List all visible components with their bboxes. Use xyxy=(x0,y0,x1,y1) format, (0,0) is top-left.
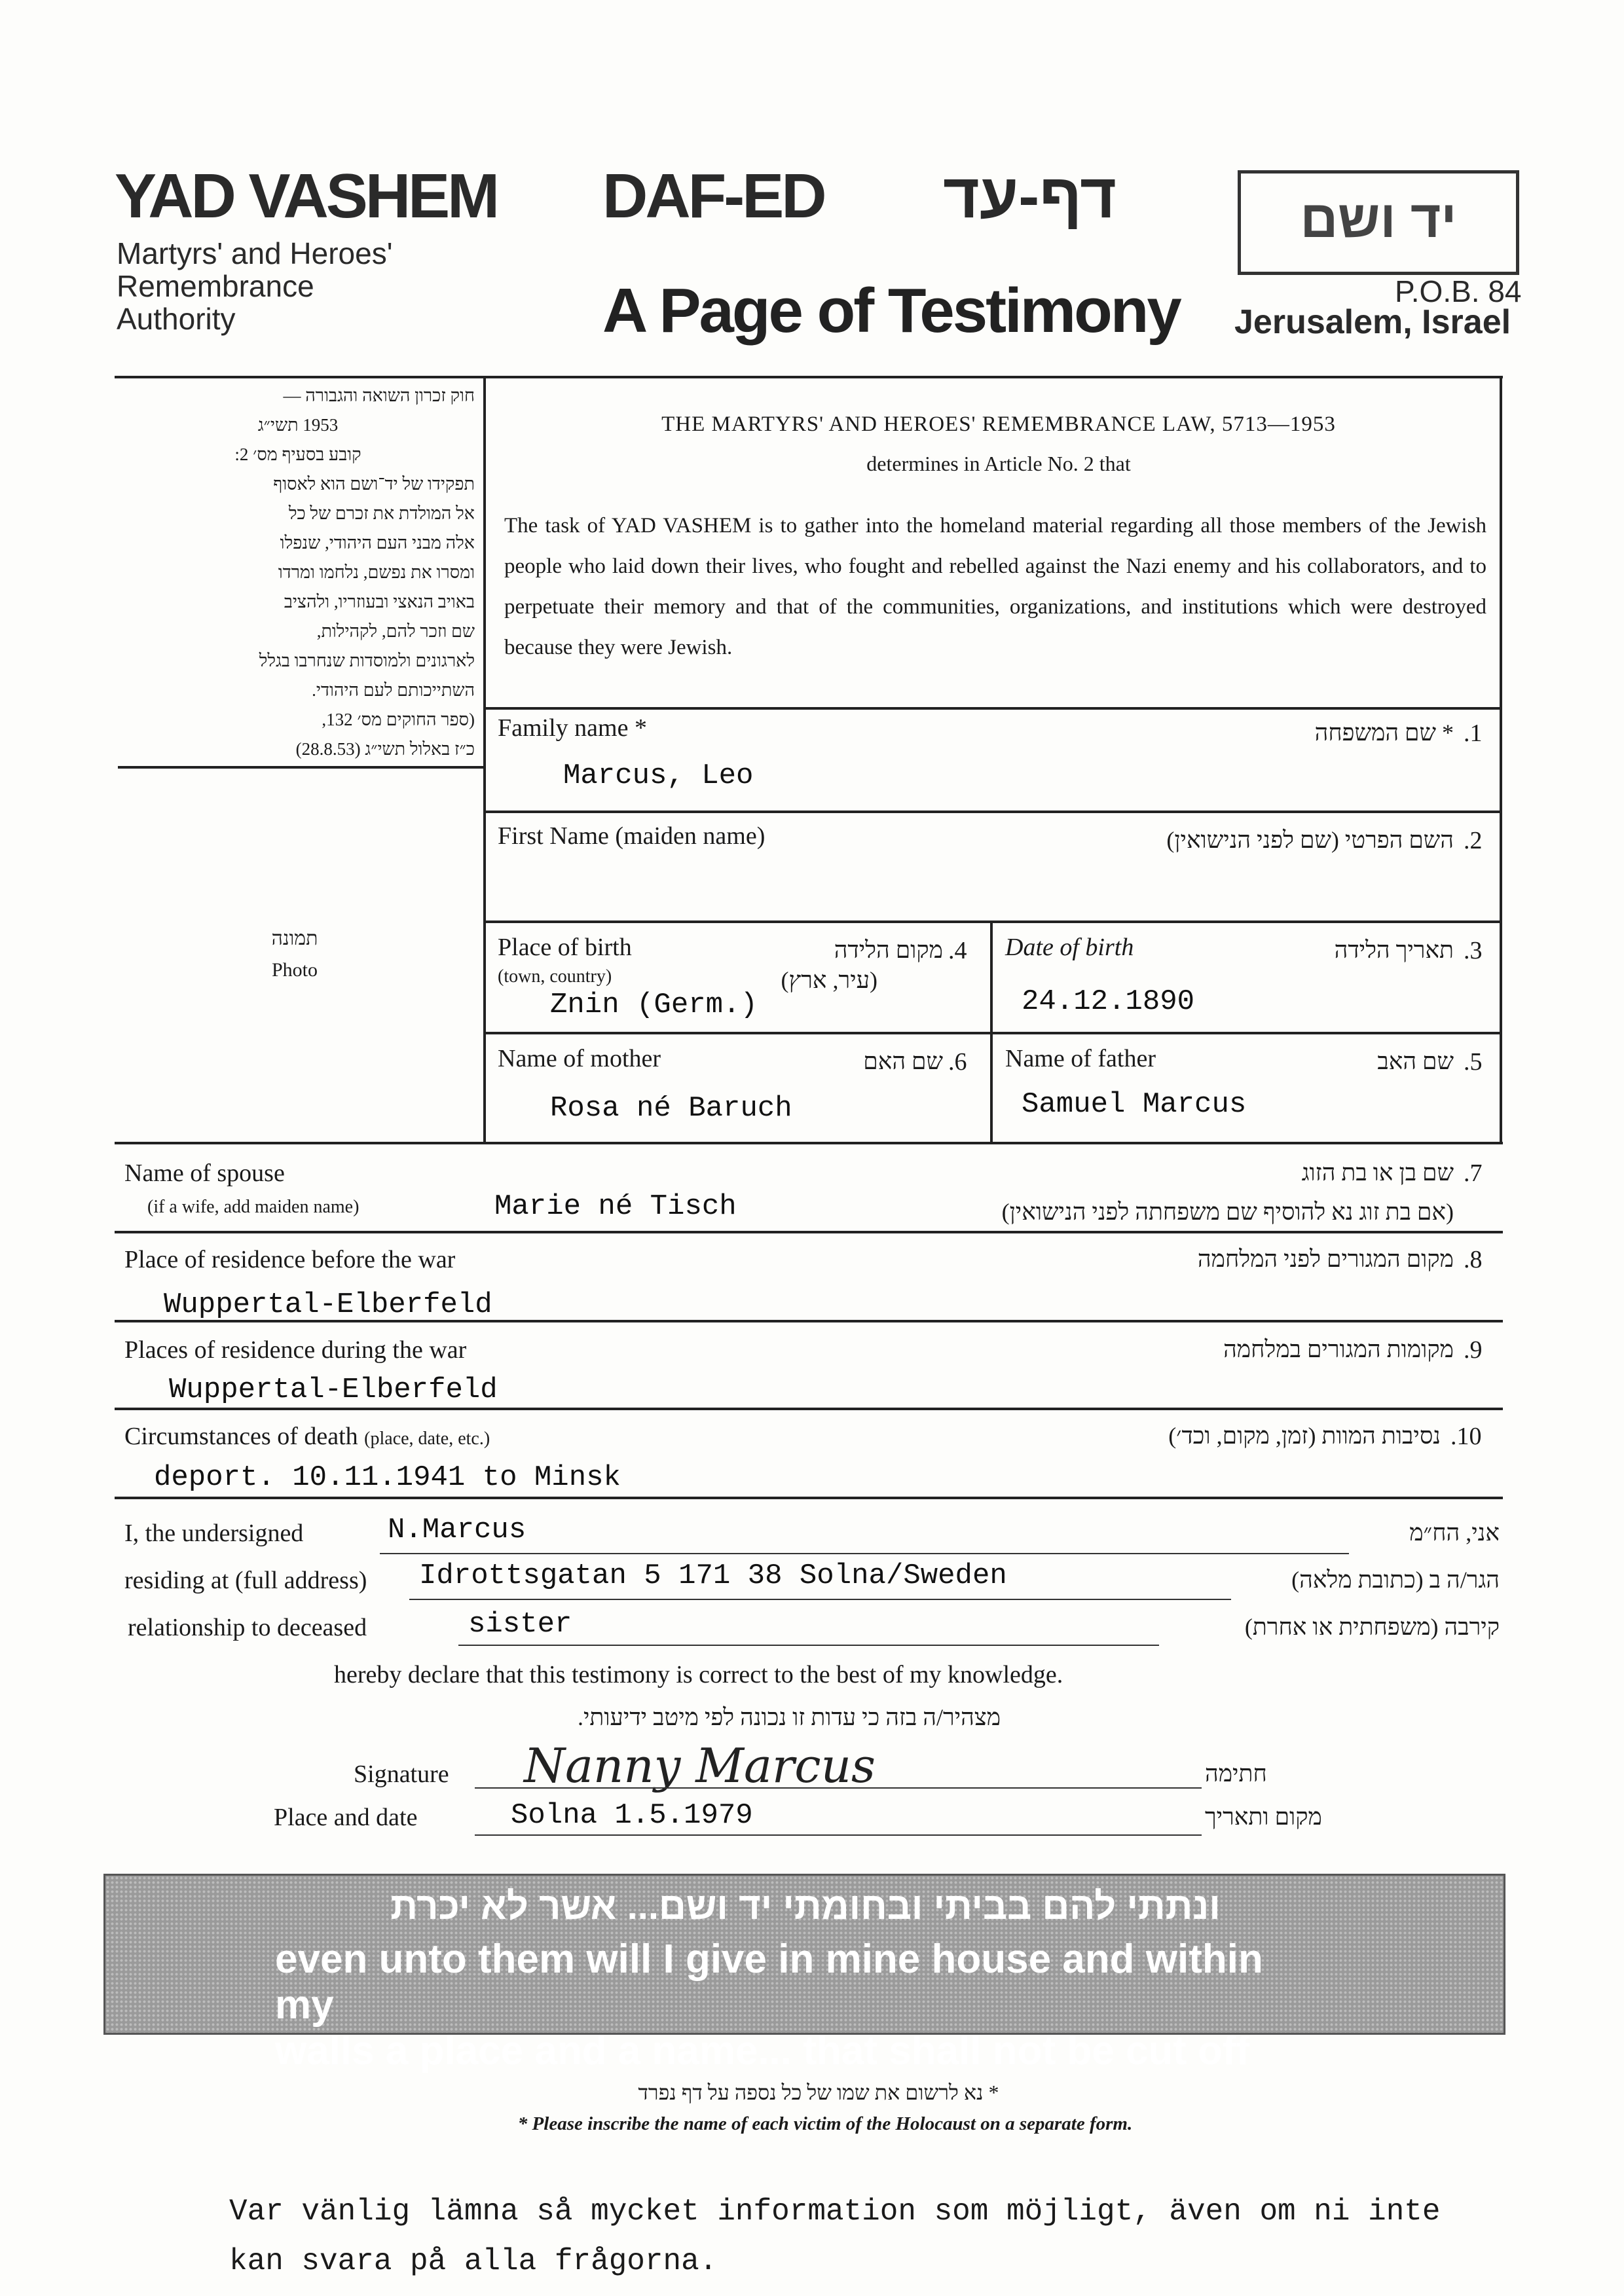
relationship-value[interactable]: sister xyxy=(468,1608,572,1641)
spouse-sub-he: (אם בת זוג נא להוסיף שם משפחתה לפני הנישואין) xyxy=(1001,1199,1454,1225)
family-name-label: Family name * xyxy=(498,714,647,742)
signature-label: Signature xyxy=(354,1760,449,1788)
spouse-label-he: שם בן או בת הזוג xyxy=(1301,1159,1454,1186)
frame-top-line xyxy=(115,376,1503,378)
residence-during-value[interactable]: Wuppertal-Elberfeld xyxy=(169,1374,498,1406)
field-number: .6 xyxy=(948,1048,967,1076)
death-circumstances-sub: (place, date, etc.) xyxy=(364,1429,490,1449)
field-number: .1 xyxy=(1464,720,1483,747)
declaration-statement: hereby declare that this testimony is correct to the best of my knowledge. xyxy=(334,1661,1063,1688)
frame-inner-left xyxy=(483,376,486,1142)
underline xyxy=(475,1834,1202,1836)
law-subtitle: determines in Article No. 2 that xyxy=(866,452,1131,475)
residence-during-label: Places of residence during the war xyxy=(124,1336,467,1364)
field-number: .7 xyxy=(1464,1159,1483,1187)
family-name-value[interactable]: Marcus, Leo xyxy=(563,759,754,792)
field-number: .9 xyxy=(1464,1336,1483,1364)
residence-during-label-he: מקומות המגורים במלחמה xyxy=(1223,1336,1454,1362)
law-he-line: באויב הנאצי ובעוזריו, ולהציב xyxy=(284,592,475,611)
law-he-line: כ״ז באלול תשי״ג (28.8.53) xyxy=(295,739,475,759)
org-name: YAD VASHEM xyxy=(115,161,498,231)
underline xyxy=(409,1599,1231,1600)
mother-name-value[interactable]: Rosa né Baruch xyxy=(550,1092,792,1125)
swedish-note-line-1: Var vänlig lämna så mycket information som möjligt, även om ni inte xyxy=(229,2195,1441,2229)
spouse-value[interactable]: Marie né Tisch xyxy=(494,1190,737,1223)
place-of-birth-value[interactable]: Znin (Germ.) xyxy=(550,989,758,1021)
photo-label-en: Photo xyxy=(271,959,318,981)
logo-text: יד ושם xyxy=(1300,190,1457,248)
law-he-line: ומסרו את נפשם, נלחמו ומרדו xyxy=(278,562,475,582)
col-divider xyxy=(990,920,993,1142)
spouse-sub: (if a wife, add maiden name) xyxy=(147,1197,360,1217)
signature-value[interactable]: Nanny Marcus xyxy=(524,1738,876,1793)
law-he-line: 1953 תשי״ג xyxy=(257,415,339,435)
frame-right xyxy=(1500,376,1502,1142)
signature-label-he: חתימה xyxy=(1205,1760,1267,1787)
residing-label-he: הגר/ה ב (כתובת מלאה) xyxy=(1291,1567,1500,1593)
row-line xyxy=(483,1032,1502,1034)
footnote-hebrew: * נא לרשום את שמו של כל נספה על דף נפרד xyxy=(638,2081,999,2104)
po-box: P.O.B. 84 xyxy=(1395,274,1522,308)
relationship-label: relationship to deceased xyxy=(128,1614,367,1641)
father-name-label-he: שם האב xyxy=(1377,1048,1454,1074)
row-line xyxy=(115,1231,1503,1233)
mother-name-label: Name of mother xyxy=(498,1045,661,1072)
row-line xyxy=(115,1142,1503,1144)
org-subtitle-line: Authority xyxy=(117,302,236,336)
place-of-birth-label-he: מקום הלידה xyxy=(834,937,943,963)
law-bottom-line xyxy=(483,707,1502,710)
place-date-label-he: מקום ותאריך xyxy=(1205,1804,1322,1830)
field-number: .3 xyxy=(1464,937,1483,964)
quote-hebrew: ונתתי להם בביתי ובחומתי יד ושם... אשר לא יכרת xyxy=(390,1885,1221,1927)
field-number: .10 xyxy=(1450,1423,1482,1450)
law-he-line: קובע בסעיף מס׳ 2: xyxy=(234,445,361,464)
form-name-he: דף-עד xyxy=(943,161,1116,231)
law-he-line: לארגונים ולמוסדות שנחרבו בגלל xyxy=(259,651,475,670)
law-he-line: שם וזכר להם, לקהילות, xyxy=(316,621,475,641)
law-he-line: תפקידו של יד־ושם הוא לאסוף xyxy=(273,474,475,494)
city: Jerusalem, Israel xyxy=(1234,303,1511,341)
row-line xyxy=(115,1408,1503,1410)
law-body: The task of YAD VASHEM is to gather into the homeland material regarding all those members of the Jewish people who laid down their lives, who fought and rebelled against the Nazi enemy and his collaborators, and to perpetuate their memory and that of the communities, organizations, and institutions which were destroyed because they were Jewish. xyxy=(504,514,1486,659)
law-title: THE MARTYRS' AND HEROES' REMEMBRANCE LAW, 5713—1953 xyxy=(661,412,1336,436)
place-of-birth-sub: (town, country) xyxy=(498,966,612,987)
first-name-label-he: השם הפרטי (שם לפני הנישואין) xyxy=(1166,827,1454,853)
field-number: .2 xyxy=(1464,827,1483,854)
father-name-label: Name of father xyxy=(1005,1045,1156,1072)
org-subtitle xyxy=(117,237,392,335)
residence-before-label-he: מקום המגורים לפני המלחמה xyxy=(1197,1246,1454,1272)
photo-label-he: תמונה xyxy=(271,928,318,949)
quote-english xyxy=(275,1937,1323,2074)
death-circumstances-label-he: נסיבות המוות (זמן, מקום, וכד׳) xyxy=(1168,1423,1441,1449)
place-of-birth-label: Place of birth xyxy=(498,934,632,961)
page-title: A Page of Testimony xyxy=(602,276,1180,346)
family-name-label-he: * שם המשפחה xyxy=(1314,720,1454,746)
date-of-birth-label-he: תאריך הלידה xyxy=(1334,937,1454,963)
place-of-birth-sub-he: (עיר, ארץ) xyxy=(781,967,877,993)
undersigned-label: I, the undersigned xyxy=(124,1520,304,1547)
field-number: .5 xyxy=(1464,1048,1483,1076)
law-he-line: חוק זכרון השואה והגבורה — xyxy=(283,386,475,405)
underline xyxy=(475,1787,1202,1789)
law-he-line: אלה מבני העם היהודי, שנפלו xyxy=(280,533,475,553)
death-circumstances-text: Circumstances of death xyxy=(124,1423,358,1450)
death-circumstances-value[interactable]: deport. 10.11.1941 to Minsk xyxy=(154,1461,621,1494)
underline xyxy=(458,1645,1159,1646)
quote-line: walls a place and a name... that shall not be cut off xyxy=(275,2028,1250,2073)
mother-name-label-he: שם האם xyxy=(863,1048,943,1074)
law-he-bottom-line xyxy=(118,766,485,769)
undersigned-label-he: אני, הח״מ xyxy=(1409,1520,1500,1546)
org-subtitle-line: Martyrs' and Heroes' xyxy=(117,236,393,270)
law-he-line: (ספר החוקים מס׳ 132, xyxy=(322,710,475,729)
row-line xyxy=(115,1497,1503,1499)
first-name-label: First Name (maiden name) xyxy=(498,822,766,850)
residence-before-value[interactable]: Wuppertal-Elberfeld xyxy=(164,1288,492,1321)
law-he-line: השתייכותם לעם היהודי. xyxy=(312,680,475,700)
declaration-statement-he: מצהיר/ה בזה כי עדות זו נכונה לפי מיטב ידיעותי. xyxy=(577,1704,1001,1730)
place-date-label: Place and date xyxy=(274,1804,418,1831)
place-date-value[interactable]: Solna 1.5.1979 xyxy=(511,1799,753,1832)
row-line xyxy=(483,811,1502,813)
residence-before-label: Place of residence before the war xyxy=(124,1246,456,1273)
footnote-english: * Please inscribe the name of each victim of the Holocaust on a separate form. xyxy=(517,2113,1133,2134)
form-name-en: DAF-ED xyxy=(602,161,824,231)
residing-value[interactable]: Idrottsgatan 5 171 38 Solna/Sweden xyxy=(419,1559,1007,1592)
residing-label: residing at (full address) xyxy=(124,1567,367,1594)
row-line xyxy=(483,920,1502,923)
date-of-birth-label: Date of birth xyxy=(1005,934,1134,961)
relationship-label-he: קירבה (משפחתית או אחרת) xyxy=(1244,1614,1500,1640)
father-name-value[interactable]: Samuel Marcus xyxy=(1022,1088,1247,1121)
law-text-hebrew xyxy=(121,381,475,764)
death-circumstances-label xyxy=(124,1422,490,1451)
date-of-birth-value[interactable]: 24.12.1890 xyxy=(1022,985,1195,1018)
org-subtitle-line: Remembrance xyxy=(117,269,314,303)
yad-vashem-logo xyxy=(1238,170,1519,275)
field-number: .8 xyxy=(1464,1246,1483,1273)
undersigned-value[interactable]: N.Marcus xyxy=(388,1514,526,1546)
photo-placeholder[interactable] xyxy=(216,923,373,986)
spouse-label: Name of spouse xyxy=(124,1159,285,1187)
law-he-line: אל המולדת את זכרם של כל xyxy=(288,503,475,523)
underline xyxy=(380,1553,1349,1554)
swedish-note-line-2: kan svara på alla frågorna. xyxy=(229,2244,718,2278)
field-number: .4 xyxy=(948,937,967,964)
quote-line: even unto them will I give in mine house and within my xyxy=(275,1937,1263,2028)
